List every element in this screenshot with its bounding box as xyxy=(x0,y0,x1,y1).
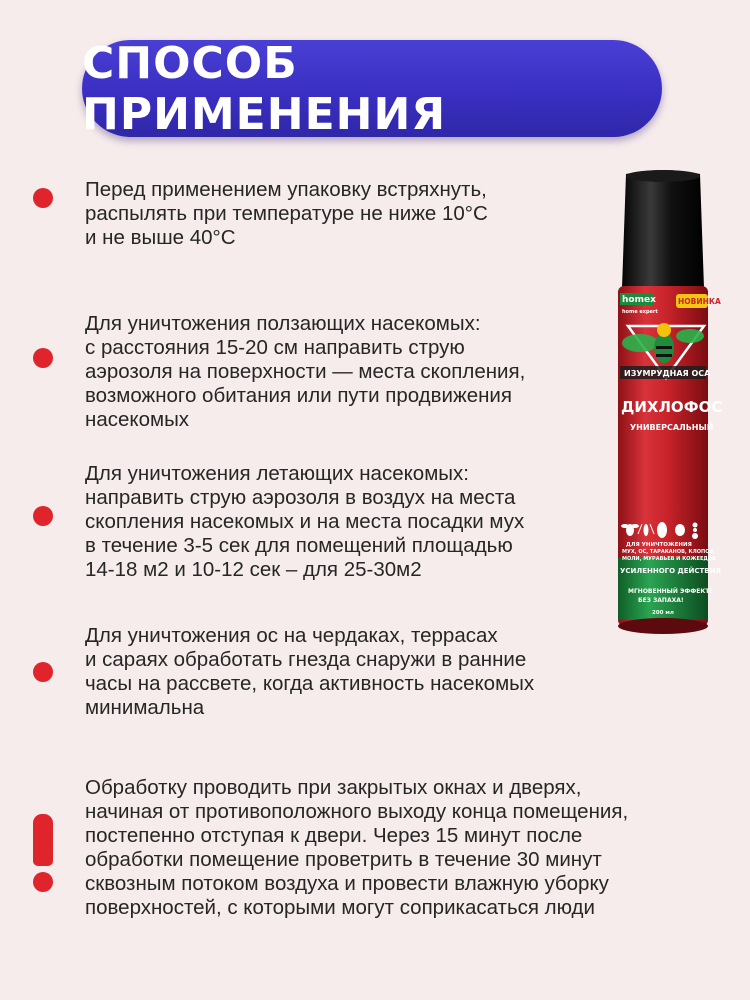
bullet-dot xyxy=(33,662,53,682)
step-line: скопления насекомых и на места посадки мух xyxy=(85,510,525,533)
warning-line: поверхностей, с которыми могут соприкасаться люди xyxy=(85,896,595,919)
step-line: аэрозоля на поверхности — места скопления, xyxy=(85,360,526,383)
volume-label: 200 мл xyxy=(652,610,674,616)
strength-label: УСИЛЕННОГО ДЕЙСТВИЯ xyxy=(620,567,721,575)
step-text xyxy=(85,178,488,250)
warning-line: постепенно отступая к двери. Через 15 минут после xyxy=(85,824,583,847)
cockroach-icon xyxy=(657,522,667,538)
step-line: Для уничтожения ползающих насекомых: xyxy=(85,312,481,335)
bedbug-icon xyxy=(675,524,685,536)
step-line: возможного обитания или пути продвижения xyxy=(85,384,512,407)
step-line: с расстояния 15-20 см направить струю xyxy=(85,336,465,359)
purpose-line: МОЛИ, МУРАВЬЕВ И КОЖЕЕДОВ xyxy=(622,556,716,562)
product-variant: УНИВЕРСАЛЬНЫЙ xyxy=(630,423,714,432)
exclamation-icon xyxy=(30,814,56,894)
step-line: насекомых xyxy=(85,408,190,431)
series-label: ИЗУМРУДНАЯ ОСА xyxy=(624,369,711,378)
brand-sub-label: home expert xyxy=(622,309,658,315)
product-name: ДИХЛОФОС xyxy=(621,398,723,416)
step-line: Для уничтожения летающих насекомых: xyxy=(85,462,469,485)
bullet-dot xyxy=(33,188,53,208)
warning-line: обработки помещение проветрить в течение 30 минут xyxy=(85,848,602,871)
title-banner xyxy=(82,37,662,140)
warning-line: начиная от противоположного выходу конца помещения, xyxy=(85,800,629,823)
step-line: и сараях обработать гнезда снаружи в ранние xyxy=(85,648,527,671)
warning-line: сквозным потоком воздуха и провести влажную уборку xyxy=(85,872,609,895)
step-line: Перед применением упаковку встряхнуть, xyxy=(85,178,487,201)
bullet-dot xyxy=(33,348,53,368)
step-text xyxy=(85,462,524,582)
step-line: Для уничтожения ос на чердаках, террасах xyxy=(85,624,498,647)
purpose-line: МУХ, ОС, ТАРАКАНОВ, КЛОПОВ, xyxy=(622,549,716,555)
step-line: и не выше 40°С xyxy=(85,226,236,249)
page-title: СПОСОБ ПРИМЕНЕНИЯ xyxy=(82,37,447,140)
new-badge: НОВИНКА xyxy=(678,297,721,306)
claim-line: БЕЗ ЗАПАХА! xyxy=(638,597,684,604)
step-line: в течение 3-5 сек для помещений площадью xyxy=(85,534,513,557)
step-line: 14-18 м2 и 10-12 сек – для 25-30м2 xyxy=(85,558,422,581)
brand-label: homex xyxy=(622,295,656,305)
warning-line: Обработку проводить при закрытых окнах и дверях, xyxy=(85,776,582,799)
step-line: часы на рассвете, когда активность насекомых xyxy=(85,672,535,695)
step-line: направить струю аэрозоля в воздух на места xyxy=(85,486,516,509)
purpose-line: ДЛЯ УНИЧТОЖЕНИЯ xyxy=(626,542,692,548)
step-text xyxy=(85,624,534,720)
step-line: минимальна xyxy=(85,696,205,719)
bullet-dot xyxy=(33,506,53,526)
warning-text xyxy=(85,776,628,920)
step-line: распылять при температуре не ниже 10°С xyxy=(85,202,488,225)
product-can-image xyxy=(598,168,728,648)
claim-line: МГНОВЕННЫЙ ЭФФЕКТ! xyxy=(628,588,713,595)
step-text xyxy=(85,312,525,432)
